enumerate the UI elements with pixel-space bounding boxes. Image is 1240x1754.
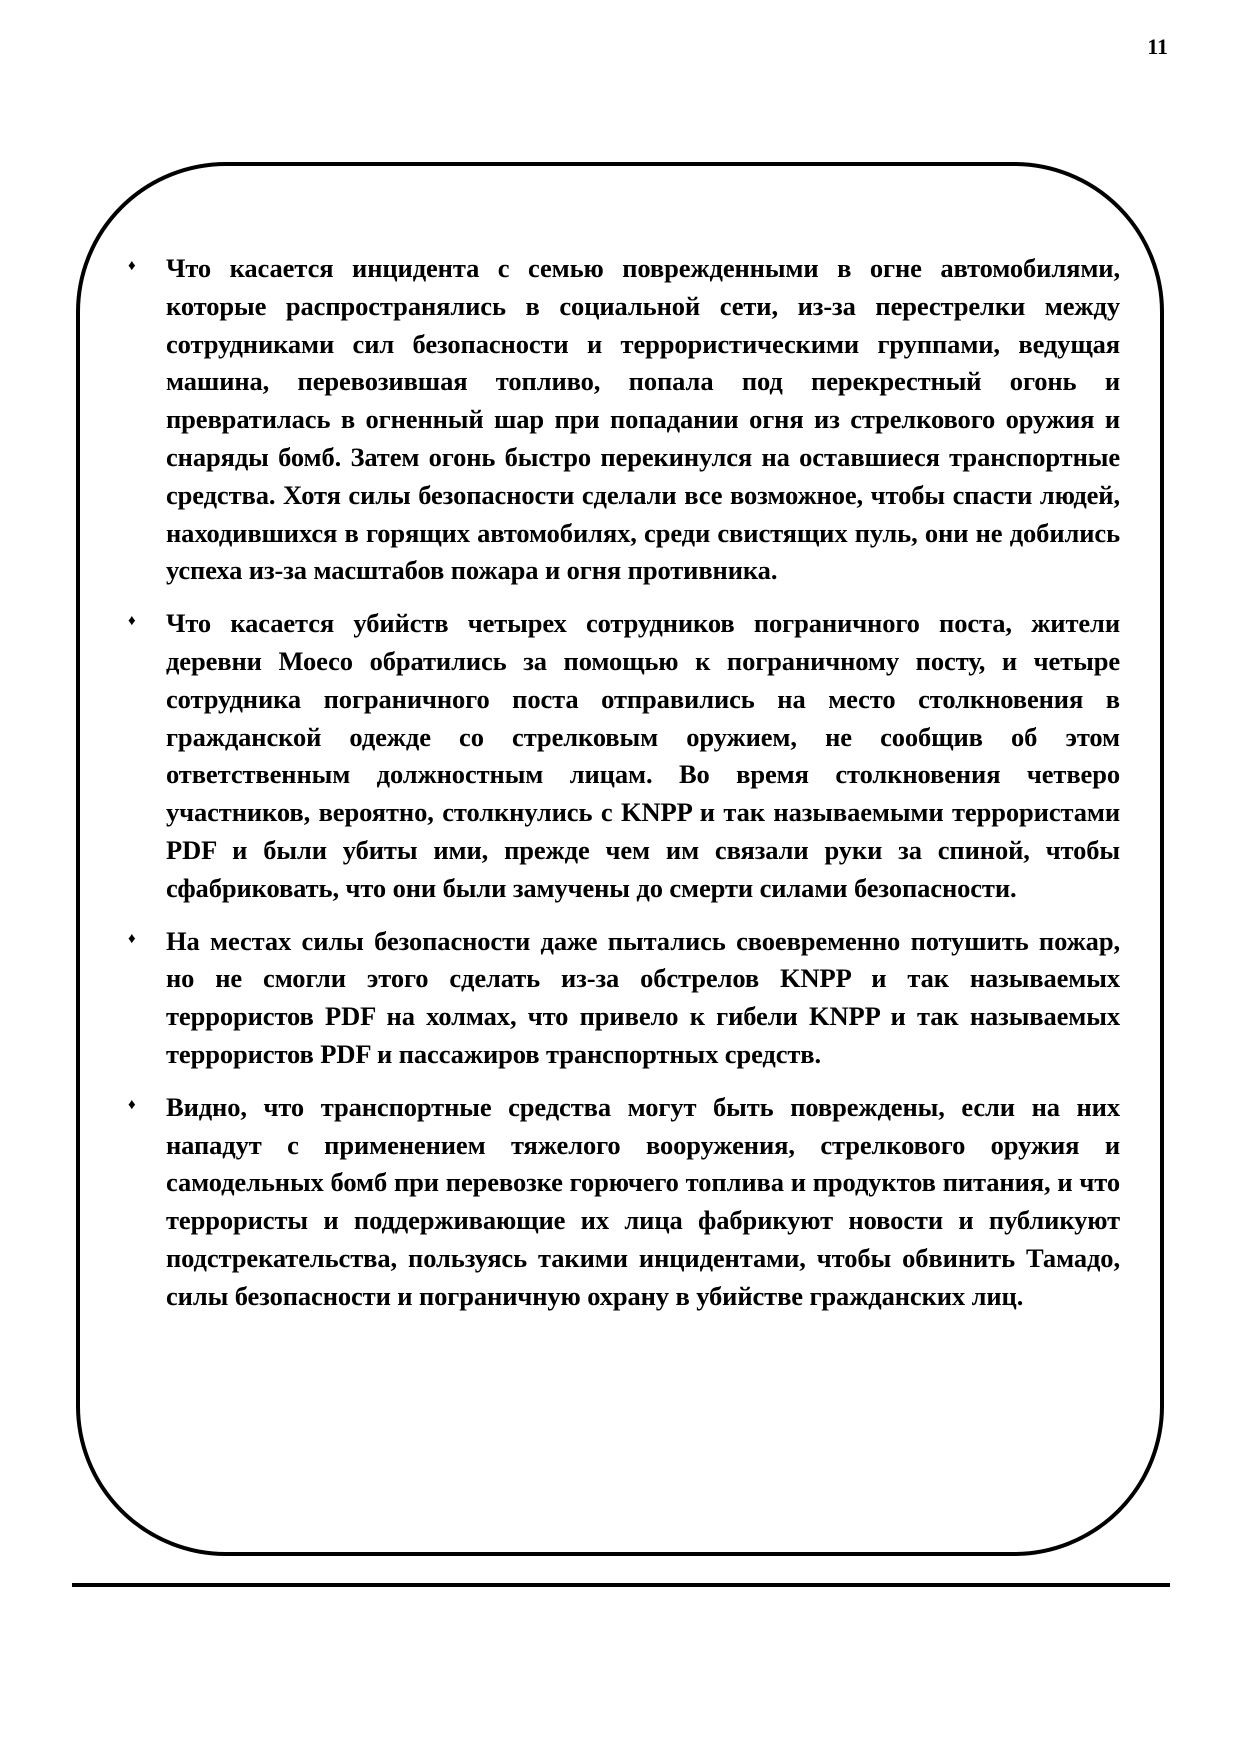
bullet-item-2 <box>128 605 1120 907</box>
footer-divider <box>72 1583 1170 1587</box>
page-number: 11 <box>1147 34 1168 59</box>
bullet-list <box>128 250 1120 1331</box>
bullet-text-1: Что касается инцидента с семью поврежденными в огне автомобилями, которые распространялись в социальной сети, из-за перестрелки между сотрудниками сил безопасности и террористическими группами, ведущая машина, перевозившая топливо, попала под перекрестный огонь и превратилась в огненный шар при попадании огня из стрелкового оружия и снаряды бомб. Затем огонь быстро перекинулся на оставшиеся транспортные средства. Хотя силы безопасности сделали все возможное, чтобы спасти людей, находившихся в горящих автомобилях, среди свистящих пуль, они не добились успеха из-за масштабов пожара и огня противника. <box>166 253 1120 586</box>
bullet-text-3: На местах силы безопасности даже пытались своевременно потушить пожар, но не смогли этого сделать из-за обстрелов KNPP и так называемых террористов PDF на холмах, что привело к гибели KNPP и так называемых террористов PDF и пассажиров транспортных средств. <box>166 925 1120 1069</box>
bullet-item-3 <box>128 923 1120 1074</box>
bullet-item-1 <box>128 250 1120 590</box>
diamond-bullet-icon: ♦ <box>128 613 136 630</box>
diamond-bullet-icon: ♦ <box>128 1096 136 1113</box>
diamond-bullet-icon: ♦ <box>128 258 136 274</box>
diamond-bullet-icon: ♦ <box>128 930 136 947</box>
bullet-text-4: Видно, что транспортные средства могут быть повреждены, если на них нападут с применением тяжелого вооружения, стрелкового оружия и самодельных бомб при перевозке горючего топлива и продуктов питания, и что террористы и поддерживающие их лица фабрикуют новости и публикуют подстрекательства, пользуясь такими инцидентами, чтобы обвинить Тамадо, силы безопасности и пограничную охрану в убийстве гражданских лиц. <box>166 1091 1120 1311</box>
bullet-text-2: Что касается убийств четырех сотрудников пограничного поста, жители деревни Моесо обратились за помощью к пограничному посту, и четыре сотрудника пограничного поста отправились на место столкновения в гражданской одежде со стрелковым оружием, не сообщив об этом ответственным должностным лицам. Во время столкновения четверо участников, вероятно, столкнулись с KNPP и так называемыми террористами PDF и были убиты ими, прежде чем им связали руки за спиной, чтобы сфабриковать, что они были замучены до смерти силами безопасности. <box>166 608 1120 903</box>
bullet-item-4 <box>128 1089 1120 1316</box>
